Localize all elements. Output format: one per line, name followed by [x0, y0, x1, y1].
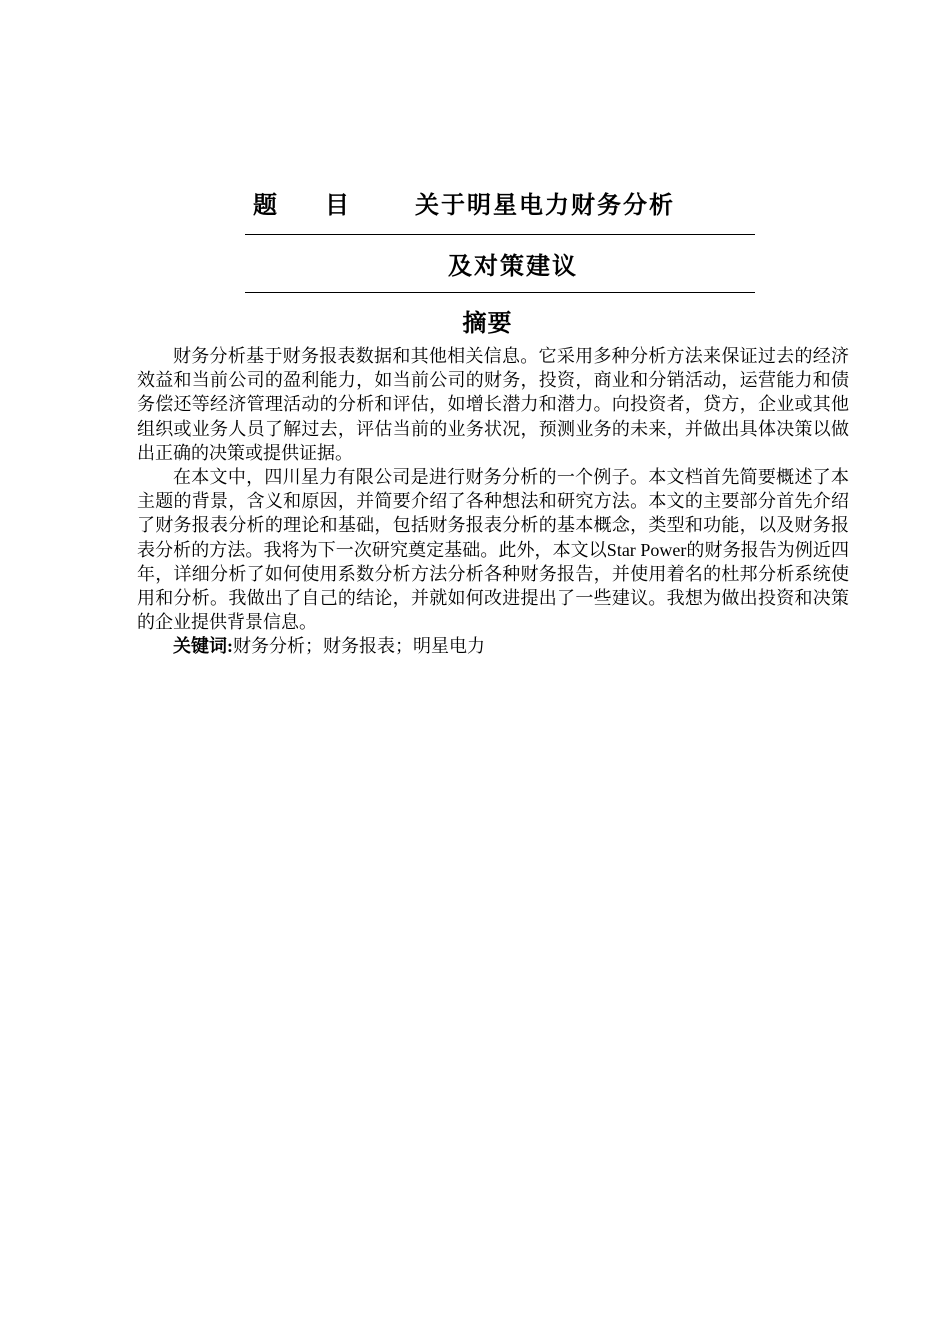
abstract-body: [137, 344, 849, 659]
title-label-char-1: 题: [253, 190, 279, 219]
keywords-label: 关键词: [173, 636, 227, 657]
title-underline-1: [245, 234, 755, 235]
keywords-value: 财务分析；财务报表；明星电力: [233, 636, 485, 657]
keywords-line: [137, 634, 849, 658]
abstract-paragraph-2: 在本文中，四川星力有限公司是进行财务分析的一个例子。本文档首先简要概述了本主题的背景，含义和原因，并简要介绍了各种想法和研究方法。本文的主要部分首先介绍了财务报表分析的理论和基础，包括财务报表分析的基本概念，类型和功能，以及财务报表分析的方法。我将为下一次研究奠定基础。此外，本文以Star Power的财务报告为例近四年，详细分析了如何使用系数分析方法分析各种财务报告，并使用着名的杜邦分析系统使用和分析。我做出了自己的结论，并就如何改进提出了一些建议。我想为做出投资和决策的企业提供背景信息。: [137, 467, 849, 633]
abstract-heading: 摘要: [462, 308, 513, 337]
keywords-separator: :: [227, 636, 233, 657]
title-line-1: 关于明星电力财务分析: [415, 190, 675, 219]
abstract-paragraph-1: 财务分析基于财务报表数据和其他相关信息。它采用多种分析方法来保证过去的经济效益和当前公司的盈利能力，如当前公司的财务，投资，商业和分销活动，运营能力和债务偿还等经济管理活动的分析和评估，如增长潜力和潜力。向投资者，贷方，企业或其他组织或业务人员了解过去，评估当前的业务状况，预测业务的未来，并做出具体决策以做出正确的决策或提供证据。: [137, 346, 849, 463]
title-line-2: 及对策建议: [448, 251, 578, 280]
title-label-char-2: 目: [325, 190, 349, 219]
title-underline-2: [245, 292, 755, 293]
